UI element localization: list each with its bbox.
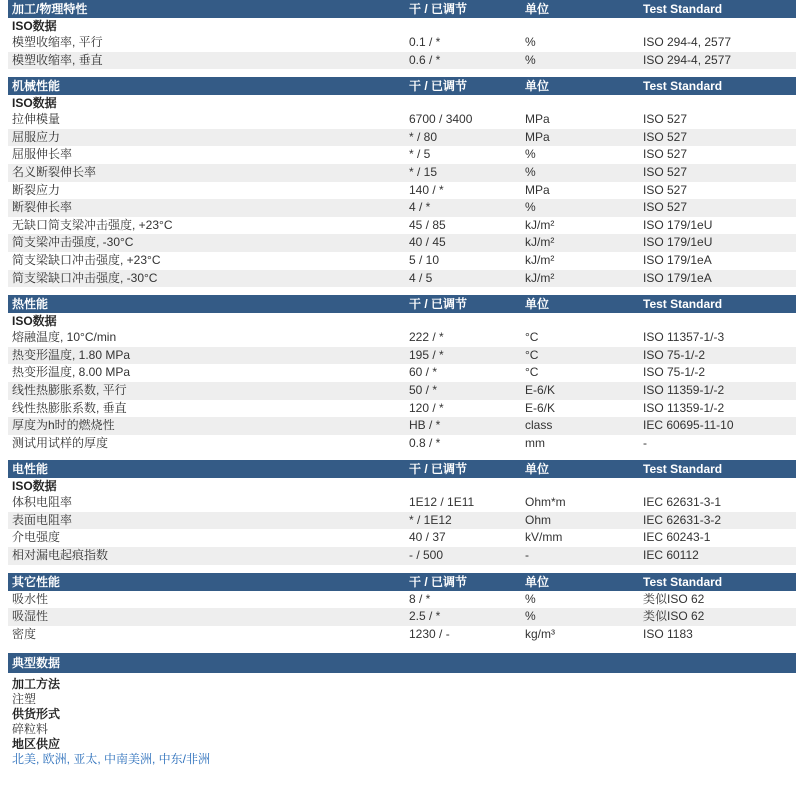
property-unit: MPa <box>525 182 550 197</box>
section-typical-data <box>8 653 796 767</box>
section-header <box>8 77 796 95</box>
col-value-header: 干 / 已调节 <box>409 2 468 16</box>
property-value: 4 / * <box>409 200 431 215</box>
property-standard: ISO 179/1eU <box>643 235 713 250</box>
group-label: ISO数据 <box>12 314 57 329</box>
table-row <box>8 164 796 182</box>
typical-label: 地区供应 <box>12 737 61 752</box>
property-value: 120 / * <box>409 400 444 415</box>
table-row <box>8 547 796 565</box>
property-name: 测试用试样的厚度 <box>12 435 109 450</box>
property-standard: IEC 62631-3-1 <box>643 495 722 510</box>
property-standard: ISO 75-1/-2 <box>643 365 706 380</box>
property-unit: % <box>525 609 536 624</box>
property-unit: °C <box>525 365 539 380</box>
property-name: 屈服应力 <box>12 129 61 144</box>
section-title: 电性能 <box>12 462 49 477</box>
datasheet <box>8 0 796 767</box>
table-row <box>8 217 796 235</box>
property-unit: kg/m³ <box>525 626 555 641</box>
table-row <box>8 529 796 547</box>
section-other <box>8 573 796 644</box>
property-standard: 类似ISO 62 <box>643 609 705 624</box>
property-standard: ISO 527 <box>643 182 688 197</box>
property-unit: % <box>525 591 536 606</box>
property-value: 8 / * <box>409 591 431 606</box>
col-value-header: 干 / 已调节 <box>409 79 468 94</box>
property-standard: ISO 11357-1/-3 <box>643 330 725 345</box>
property-value: 40 / 45 <box>409 235 446 250</box>
property-name: 简支梁缺口冲击强度, -30°C <box>12 270 158 285</box>
group-label: ISO数据 <box>12 96 57 111</box>
property-value: 195 / * <box>409 347 444 362</box>
section-electrical <box>8 460 796 564</box>
property-value: 0.1 / * <box>409 35 441 49</box>
property-standard: ISO 179/1eU <box>643 217 713 232</box>
property-value: 1E12 / 1E11 <box>409 495 475 510</box>
table-row <box>8 494 796 512</box>
table-row <box>8 199 796 217</box>
col-unit-header: 单位 <box>525 297 550 312</box>
col-unit-header: 单位 <box>525 79 550 94</box>
col-standard-header: Test Standard <box>643 297 723 312</box>
col-standard-header: Test Standard <box>643 79 723 94</box>
col-unit-header: 单位 <box>525 462 550 477</box>
property-name: 名义断裂伸长率 <box>12 164 97 179</box>
property-name: 密度 <box>12 626 37 641</box>
property-value: * / 5 <box>409 147 431 162</box>
property-value: 0.8 / * <box>409 435 441 450</box>
property-value: 140 / * <box>409 182 444 197</box>
property-unit: E-6/K <box>525 400 556 415</box>
property-unit: % <box>525 200 536 215</box>
table-row <box>8 129 796 147</box>
property-standard: ISO 527 <box>643 200 688 215</box>
property-standard: ISO 1183 <box>643 626 693 641</box>
property-name: 线性热膨胀系数, 垂直 <box>12 400 127 415</box>
property-unit: - <box>525 548 529 563</box>
section-title: 机械性能 <box>12 79 61 94</box>
property-standard: ISO 179/1eA <box>643 270 712 285</box>
property-value: 6700 / 3400 <box>409 112 473 127</box>
table-row <box>8 417 796 435</box>
property-unit: °C <box>525 330 539 345</box>
group-label: ISO数据 <box>12 479 57 494</box>
typical-value: 注塑 <box>12 692 37 707</box>
property-standard: ISO 527 <box>643 112 688 127</box>
property-standard: IEC 60112 <box>643 548 699 563</box>
property-unit: kV/mm <box>525 530 563 545</box>
property-unit: MPa <box>525 129 550 144</box>
property-value: 45 / 85 <box>409 217 446 232</box>
table-row <box>8 591 796 609</box>
table-row <box>8 400 796 418</box>
property-value: 5 / 10 <box>409 252 440 267</box>
table-row <box>8 34 796 52</box>
property-unit: % <box>525 52 536 67</box>
property-unit: °C <box>525 347 539 362</box>
section-header <box>8 573 796 591</box>
property-standard: - <box>643 435 647 450</box>
property-name: 体积电阻率 <box>12 495 73 510</box>
col-standard-header: Test Standard <box>643 462 723 477</box>
property-name: 表面电阻率 <box>12 512 73 527</box>
property-value: * / 1E12 <box>409 512 452 527</box>
property-name: 吸水性 <box>12 591 49 606</box>
property-value: 4 / 5 <box>409 270 433 285</box>
property-standard: IEC 60695-11-10 <box>643 418 734 433</box>
property-standard: ISO 11359-1/-2 <box>643 382 725 397</box>
property-name: 屈服伸长率 <box>12 147 73 162</box>
property-standard: ISO 527 <box>643 129 688 144</box>
col-value-header: 干 / 已调节 <box>409 297 468 312</box>
property-standard: ISO 527 <box>643 164 688 179</box>
section-header <box>8 0 796 18</box>
property-value: 0.6 / * <box>409 52 441 67</box>
property-name: 无缺口简支梁冲击强度, +23°C <box>12 217 173 232</box>
property-standard: ISO 179/1eA <box>643 252 712 267</box>
property-standard: ISO 294-4, 2577 <box>643 35 732 49</box>
property-name: 线性热膨胀系数, 平行 <box>12 382 127 397</box>
section-header <box>8 460 796 478</box>
col-unit-header: 单位 <box>525 2 550 16</box>
section-thermal <box>8 295 796 452</box>
property-standard: 类似ISO 62 <box>643 591 705 606</box>
property-unit: Ohm <box>525 512 552 527</box>
property-standard: ISO 75-1/-2 <box>643 347 706 362</box>
property-unit: % <box>525 147 536 162</box>
property-unit: kJ/m² <box>525 235 555 250</box>
col-standard-header: Test Standard <box>643 574 723 589</box>
property-name: 拉伸模量 <box>12 112 61 127</box>
property-name: 熔融温度, 10°C/min <box>12 330 117 345</box>
table-row <box>8 347 796 365</box>
property-value: 50 / * <box>409 382 438 397</box>
section-processing-physical <box>8 0 796 69</box>
property-unit: E-6/K <box>525 382 556 397</box>
property-name: 模塑收缩率, 垂直 <box>12 52 103 67</box>
table-row <box>8 608 796 626</box>
section-title: 热性能 <box>12 297 49 312</box>
table-row <box>8 182 796 200</box>
property-standard: IEC 60243-1 <box>643 530 711 545</box>
col-value-header: 干 / 已调节 <box>409 574 468 589</box>
property-value: 40 / 37 <box>409 530 446 545</box>
property-name: 吸湿性 <box>12 609 49 624</box>
table-row <box>8 364 796 382</box>
property-value: * / 80 <box>409 129 438 144</box>
property-unit: mm <box>525 435 545 450</box>
property-unit: kJ/m² <box>525 217 555 232</box>
property-unit: class <box>525 418 553 433</box>
section-title: 加工/物理特性 <box>12 2 88 16</box>
property-unit: MPa <box>525 112 550 127</box>
col-unit-header: 单位 <box>525 574 550 589</box>
table-row <box>8 146 796 164</box>
property-name: 热变形温度, 8.00 MPa <box>12 365 131 380</box>
section-title: 其它性能 <box>12 574 61 589</box>
property-name: 热变形温度, 1.80 MPa <box>12 347 131 362</box>
property-unit: Ohm*m <box>525 495 566 510</box>
property-unit: kJ/m² <box>525 252 555 267</box>
table-row <box>8 52 796 70</box>
typical-label: 供货形式 <box>12 707 61 722</box>
property-name: 断裂应力 <box>12 182 61 197</box>
table-row <box>8 435 796 453</box>
property-unit: % <box>525 164 536 179</box>
property-value: 60 / * <box>409 365 438 380</box>
section-header <box>8 295 796 313</box>
typical-value: 碎粒料 <box>12 722 49 737</box>
table-row <box>8 626 796 644</box>
table-row <box>8 382 796 400</box>
group-label: ISO数据 <box>12 19 57 33</box>
col-value-header: 干 / 已调节 <box>409 462 468 477</box>
property-value: 2.5 / * <box>409 609 441 624</box>
property-standard: ISO 294-4, 2577 <box>643 52 732 67</box>
region-links[interactable]: 北美, 欧洲, 亚太, 中南美洲, 中东/非洲 <box>12 752 211 767</box>
property-name: 简支梁冲击强度, -30°C <box>12 235 134 250</box>
property-standard: ISO 11359-1/-2 <box>643 400 725 415</box>
property-name: 介电强度 <box>12 530 61 545</box>
property-value: 222 / * <box>409 330 444 345</box>
property-value: HB / * <box>409 418 441 433</box>
table-row <box>8 111 796 129</box>
property-name: 断裂伸长率 <box>12 200 73 215</box>
table-row <box>8 252 796 270</box>
table-row <box>8 329 796 347</box>
table-row <box>8 270 796 288</box>
property-name: 厚度为h时的燃烧性 <box>12 418 115 433</box>
section-header <box>8 653 796 673</box>
property-name: 相对漏电起痕指数 <box>12 548 109 563</box>
property-unit: kJ/m² <box>525 270 555 285</box>
property-value: 1230 / - <box>409 626 450 641</box>
section-mechanical <box>8 77 796 287</box>
col-standard-header: Test Standard <box>643 2 723 16</box>
property-value: - / 500 <box>409 548 444 563</box>
section-title: 典型数据 <box>12 656 61 671</box>
property-name: 简支梁缺口冲击强度, +23°C <box>12 252 161 267</box>
table-row <box>8 234 796 252</box>
typical-label: 加工方法 <box>12 677 61 692</box>
property-standard: IEC 62631-3-2 <box>643 512 722 527</box>
property-unit: % <box>525 35 536 49</box>
table-row <box>8 512 796 530</box>
property-value: * / 15 <box>409 164 438 179</box>
property-standard: ISO 527 <box>643 147 688 162</box>
property-name: 模塑收缩率, 平行 <box>12 35 103 49</box>
